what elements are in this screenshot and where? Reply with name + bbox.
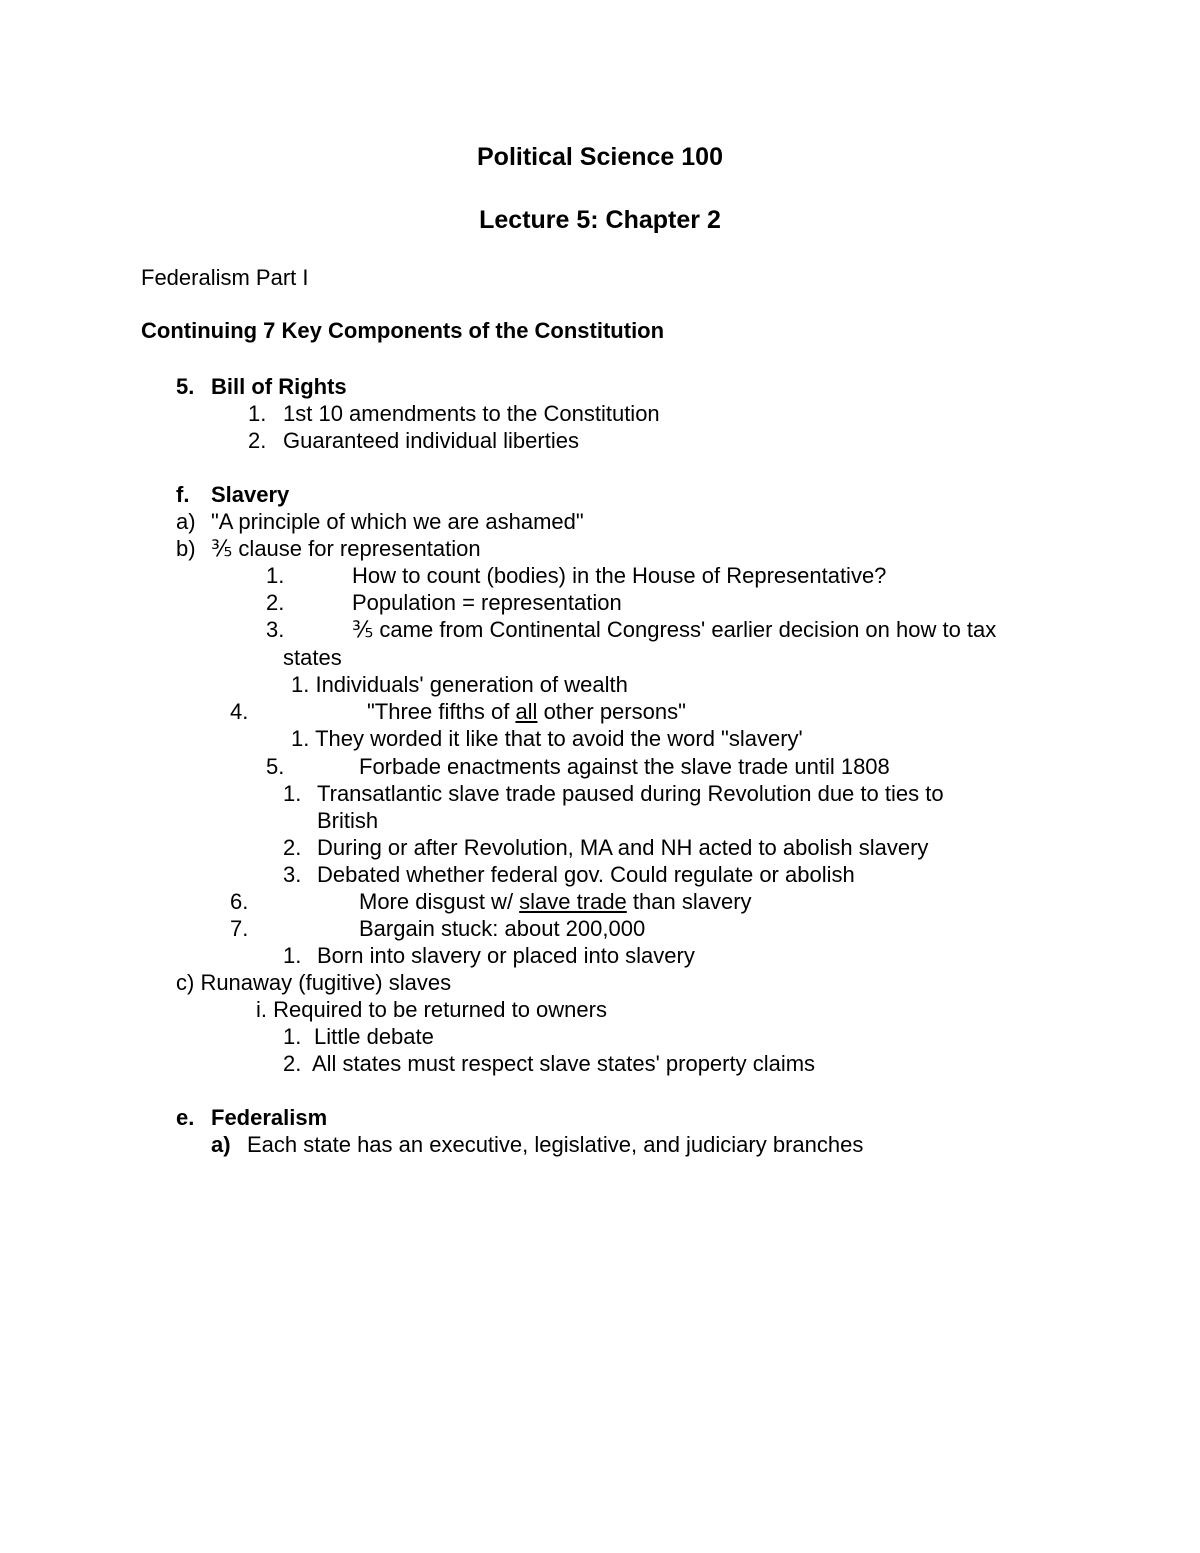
- underlined-text: all: [515, 699, 538, 724]
- list-item: Born into slavery or placed into slavery: [317, 943, 695, 968]
- topic-line: Federalism Part I: [141, 265, 309, 290]
- document-title: Political Science 100: [477, 143, 723, 171]
- list-marker: 2.: [283, 835, 302, 860]
- list-marker: 7.: [230, 916, 249, 941]
- list-marker: 2.: [248, 428, 267, 453]
- list-item: How to count (bodies) in the House of Representative?: [352, 563, 887, 588]
- list-item: "A principle of which we are ashamed": [211, 509, 584, 534]
- list-marker: 1.: [266, 563, 285, 588]
- list-marker: 1.: [283, 943, 302, 968]
- bill-of-rights-heading: Bill of Rights: [211, 374, 347, 399]
- list-item: ⅗ came from Continental Congress' earlier decision on how to tax: [352, 617, 997, 642]
- list-item: c) Runaway (fugitive) slaves: [176, 970, 452, 995]
- list-marker: 3.: [266, 617, 285, 642]
- list-item: Each state has an executive, legislative, and judiciary branches: [247, 1132, 864, 1157]
- list-marker: a): [211, 1132, 231, 1157]
- list-marker: 5.: [266, 754, 285, 779]
- list-marker: 2.: [283, 1051, 302, 1076]
- list-marker: 6.: [230, 889, 249, 914]
- list-marker: e.: [176, 1105, 195, 1130]
- list-marker: 1.: [283, 781, 302, 806]
- list-item: Debated whether federal gov. Could regulate or abolish: [317, 862, 855, 887]
- list-item: 1. They worded it like that to avoid the word "slavery': [291, 726, 803, 751]
- list-item: All states must respect slave states' property claims: [312, 1051, 816, 1076]
- list-item-continuation: states: [283, 645, 342, 670]
- list-marker: 1.: [283, 1024, 302, 1049]
- slavery-heading: Slavery: [211, 482, 290, 507]
- list-item-continuation: British: [317, 808, 379, 833]
- list-marker: f.: [176, 482, 190, 507]
- list-item: Little debate: [314, 1024, 434, 1049]
- list-marker: a): [176, 509, 196, 534]
- list-marker: 5.: [176, 374, 195, 399]
- list-item: Population = representation: [352, 590, 622, 615]
- list-item: ⅗ clause for representation: [211, 536, 481, 561]
- federalism-heading: Federalism: [211, 1105, 328, 1130]
- list-marker: 1.: [248, 401, 267, 426]
- list-item: Guaranteed individual liberties: [283, 428, 579, 453]
- list-marker: 3.: [283, 862, 302, 887]
- section-heading: Continuing 7 Key Components of the Constitution: [141, 318, 665, 343]
- list-item: Transatlantic slave trade paused during Revolution due to ties to: [317, 781, 944, 806]
- list-item: During or after Revolution, MA and NH acted to abolish slavery: [317, 835, 929, 860]
- list-item: Bargain stuck: about 200,000: [359, 916, 646, 941]
- list-item: "Three fifths of all other persons": [367, 699, 686, 724]
- list-item: 1st 10 amendments to the Constitution: [283, 401, 660, 426]
- list-item: i. Required to be returned to owners: [256, 997, 607, 1022]
- underlined-text: slave trade: [519, 889, 627, 914]
- document-subtitle: Lecture 5: Chapter 2: [479, 206, 721, 234]
- list-marker: b): [176, 536, 196, 561]
- list-item: More disgust w/ slave trade than slavery: [359, 889, 752, 914]
- list-marker: 4.: [230, 699, 249, 724]
- list-item: Forbade enactments against the slave trade until 1808: [359, 754, 890, 779]
- list-marker: 2.: [266, 590, 285, 615]
- list-item: 1. Individuals' generation of wealth: [291, 672, 628, 697]
